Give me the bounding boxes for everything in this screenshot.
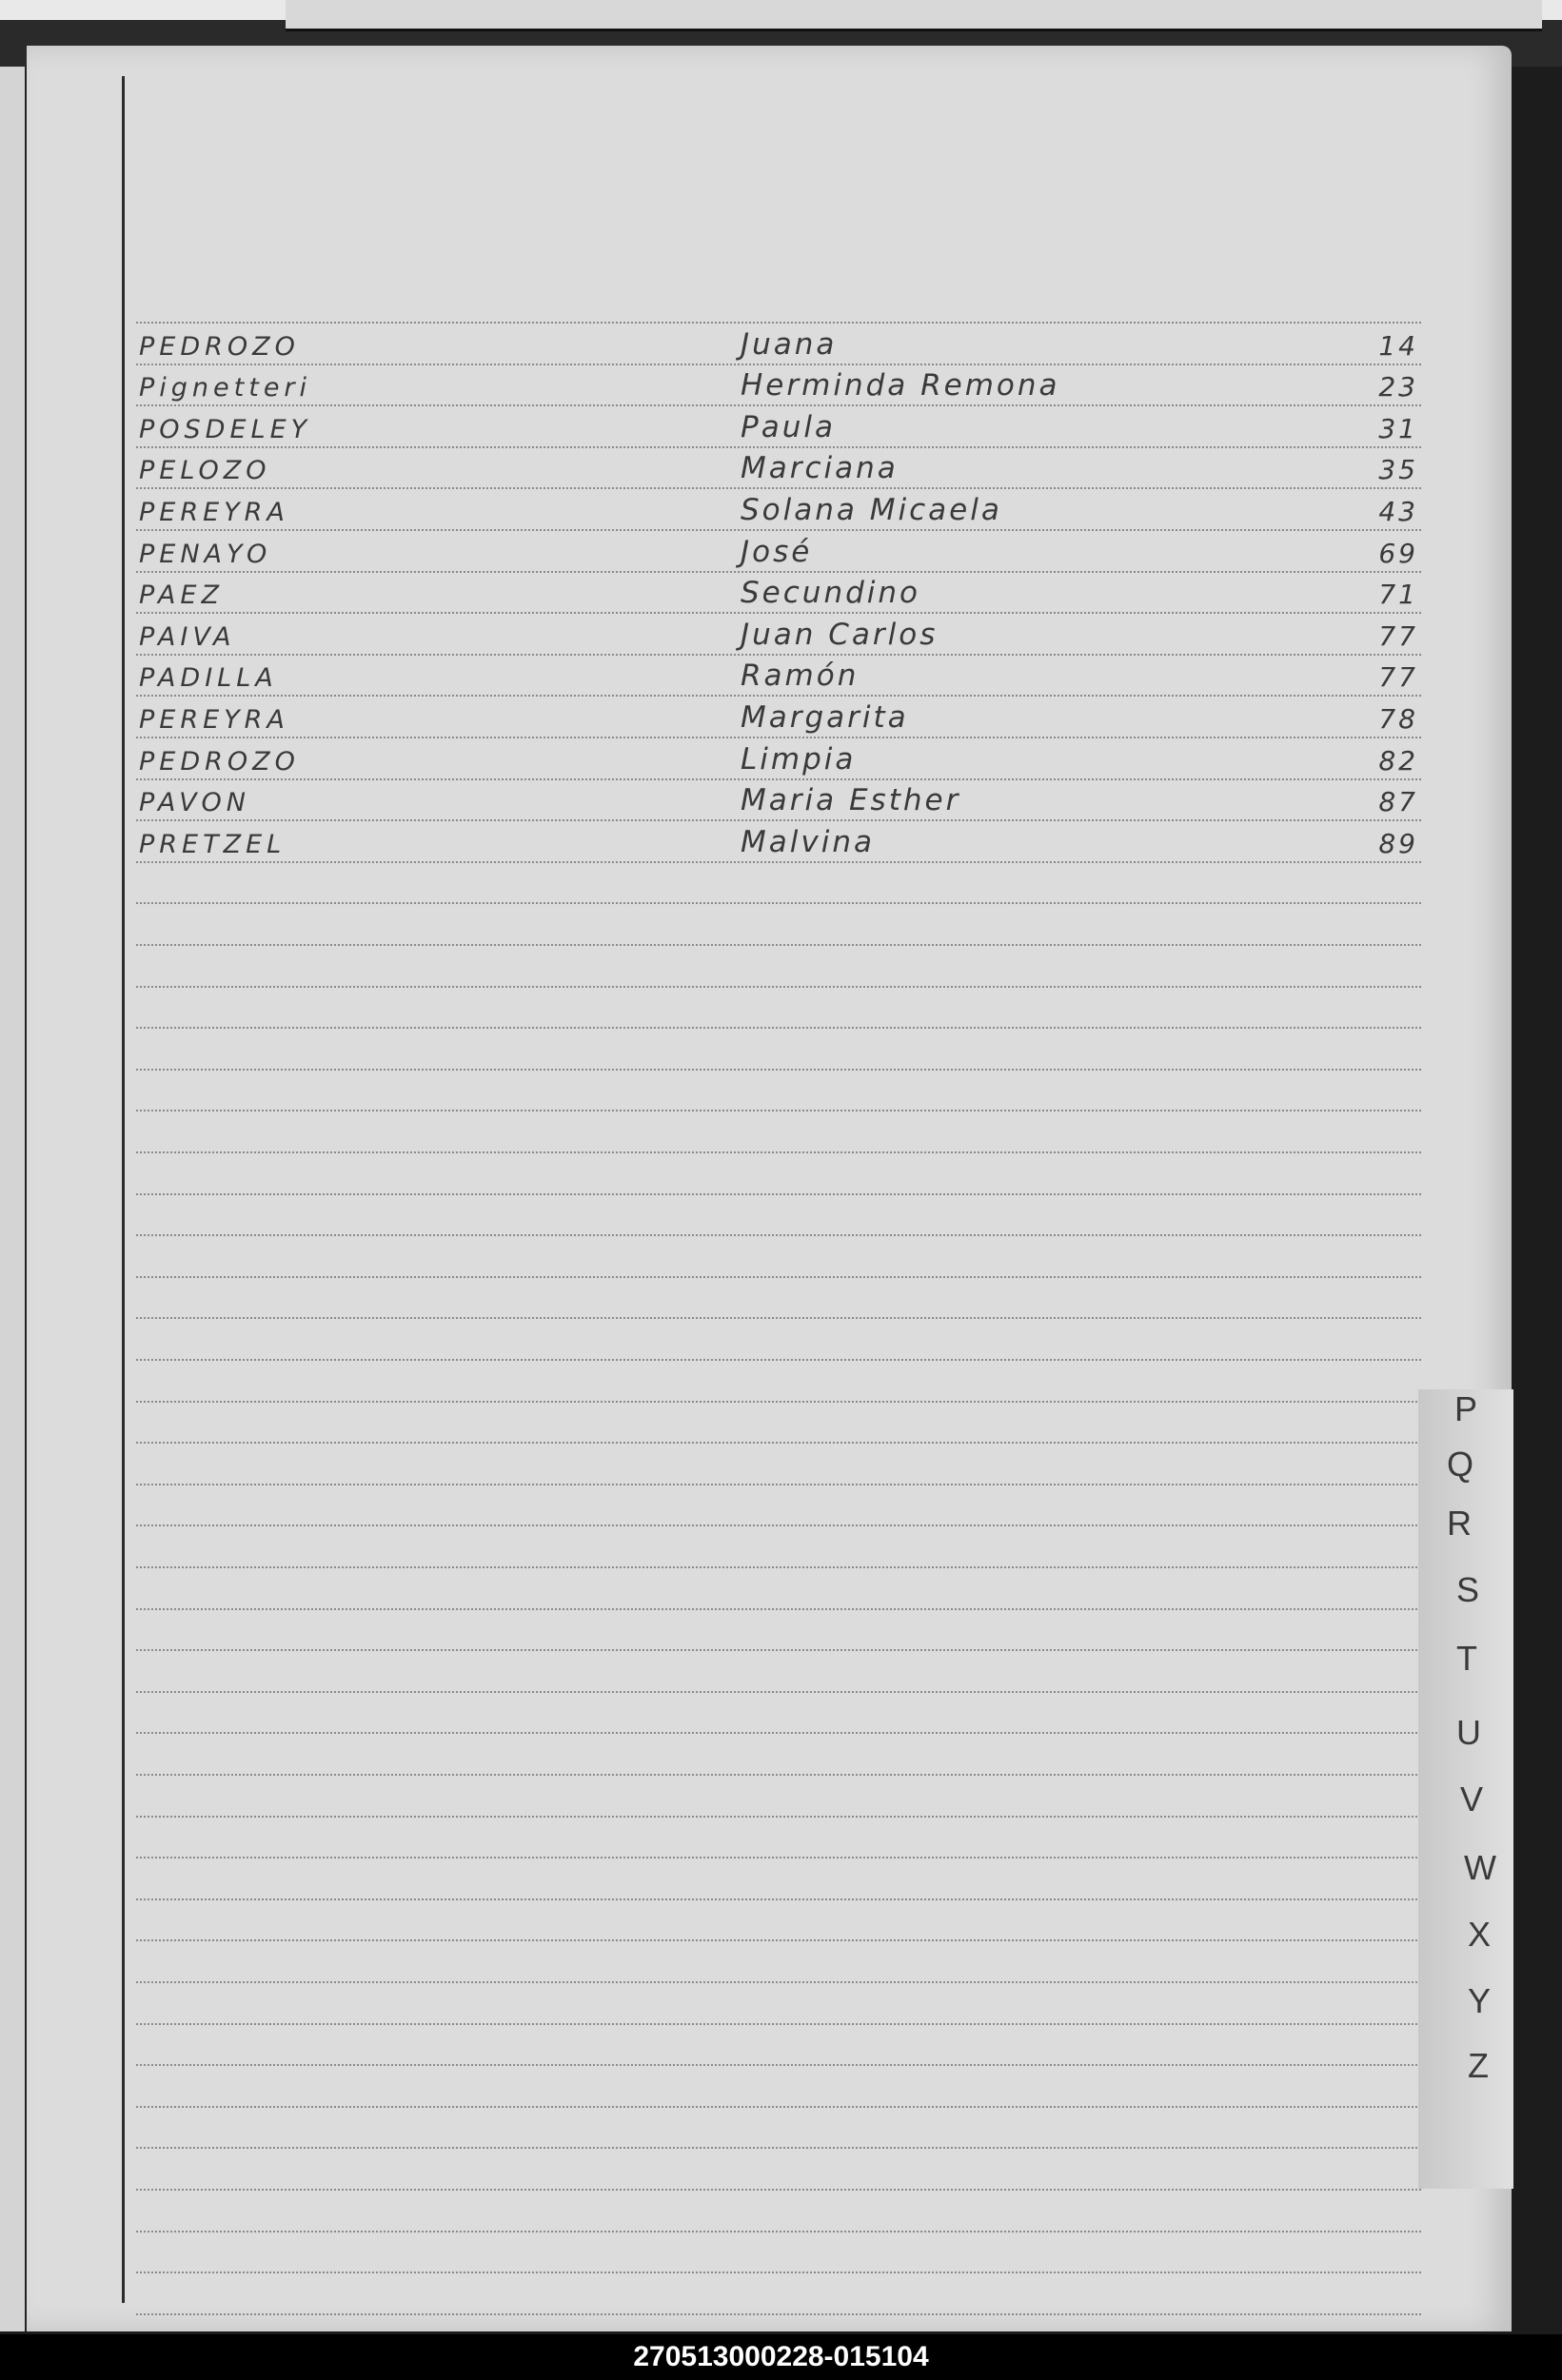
index-tab-w: W [1464,1848,1496,1887]
index-entry [131,777,1435,819]
ruled-line [136,1524,1421,1526]
ruled-line [136,1442,1421,1444]
ruled-line [136,1359,1421,1361]
ruled-line [136,2147,1421,2149]
page-number: 31 [1378,412,1418,444]
left-page-edge [0,67,28,2331]
ruled-line [136,1566,1421,1568]
page-number: 14 [1378,329,1418,362]
ruled-line [136,1317,1421,1319]
given-name: Margarita [741,700,909,735]
ruled-line [136,1193,1421,1195]
page-number: 71 [1378,579,1418,611]
surname: PRETZEL [139,829,287,859]
page-number: 78 [1378,703,1418,735]
index-entry [131,404,1435,446]
index-entry [131,695,1435,737]
ruled-line [136,1234,1421,1236]
page-number: 87 [1378,786,1418,818]
index-entry [131,612,1435,654]
surname: PEDROZO [139,746,300,777]
torn-paper-edge [286,0,1542,31]
index-entry [131,653,1435,695]
page-number: 35 [1378,454,1418,486]
index-entry [131,363,1435,404]
surname: PEDROZO [139,331,300,362]
page-number: 77 [1378,661,1418,694]
given-name: Juana [741,326,838,362]
page-number: 77 [1378,620,1418,652]
ruled-line [136,1816,1421,1818]
surname: PAIVA [139,621,236,652]
given-name: Limpia [741,741,857,777]
surname: PELOZO [139,456,271,486]
ruled-line [136,2023,1421,2025]
index-entry [131,819,1435,861]
index-entry [131,445,1435,487]
ruled-line [136,2231,1421,2232]
ruled-line [136,902,1421,904]
index-entry [131,529,1435,571]
ruled-line [136,1401,1421,1403]
ruled-line [136,2064,1421,2066]
given-name: Marciana [741,451,899,486]
surname: PAVON [139,788,250,818]
index-tab-t: T [1456,1639,1477,1678]
ruled-line [136,1691,1421,1693]
surname: Pignetteri [139,373,312,403]
index-tab-z: Z [1468,2046,1489,2085]
margin-rule [122,76,125,2303]
index-tab-s: S [1456,1570,1480,1609]
page-number: 43 [1378,496,1418,527]
given-name: Ramón [741,659,860,694]
index-tab-x: X [1468,1915,1492,1954]
index-entry [131,570,1435,612]
index-tab-v: V [1460,1780,1484,1819]
ruled-line [136,986,1421,988]
ruled-line [136,1857,1421,1859]
given-name: Herminda Remona [741,368,1060,403]
page-number: 69 [1378,537,1418,569]
given-name: Solana Micaela [741,493,1002,527]
image-id-label: 270513000228-015104 [633,2341,929,2372]
surname: PENAYO [139,539,272,569]
given-name: José [741,534,813,569]
ruled-line [136,861,1421,863]
ruled-line [136,1898,1421,1900]
surname: PEREYRA [139,705,289,735]
ruled-line [136,1484,1421,1485]
ruled-line [136,2189,1421,2191]
given-name: Paula [741,409,836,444]
index-entry [131,322,1435,364]
index-entry [131,737,1435,778]
ruled-line [136,1939,1421,1941]
surname: PAEZ [139,580,224,611]
ruled-line [136,1110,1421,1111]
given-name: Juan Carlos [741,617,939,652]
ruled-line [136,1276,1421,1278]
ruled-line [136,1981,1421,1983]
ruled-line [136,1151,1421,1153]
page-number: 89 [1378,827,1418,859]
page-number: 23 [1378,371,1418,403]
surname: PEREYRA [139,498,289,527]
index-tab-p: P [1454,1389,1478,1428]
ruled-line [136,1069,1421,1071]
index-entry [131,487,1435,529]
ruled-line [136,944,1421,946]
page-number: 82 [1378,744,1418,777]
ruled-line [136,1027,1421,1029]
surname: POSDELEY [139,414,312,444]
index-tab-r: R [1447,1504,1472,1543]
index-tab-q: Q [1447,1445,1474,1484]
ruled-line [136,1649,1421,1651]
ruled-line [136,1732,1421,1734]
ruled-line [136,2272,1421,2273]
given-name: Malvina [741,824,875,859]
ledger-page [27,46,1512,2331]
given-name: Secundino [741,576,920,611]
surname: PADILLA [139,663,278,694]
ruled-line [136,1608,1421,1610]
ruled-line [136,2106,1421,2108]
index-tab-y: Y [1468,1981,1492,2020]
given-name: Maria Esther [741,783,961,818]
ruled-line [136,1774,1421,1776]
index-tab-u: U [1456,1713,1481,1752]
alphabet-index-tabs [1418,1389,1513,2189]
ruled-line [136,2313,1421,2315]
image-id-footer [0,2334,1562,2380]
